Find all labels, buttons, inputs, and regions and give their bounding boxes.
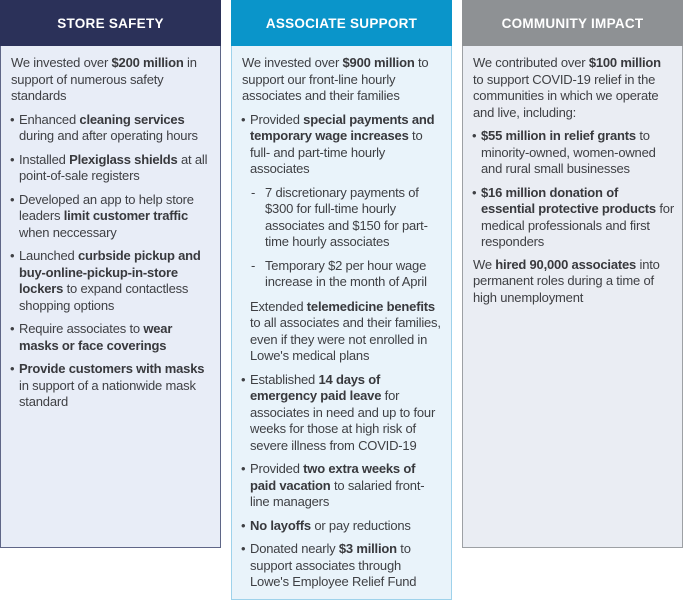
- bullet-marker: •: [10, 321, 15, 336]
- text-segment: in support of a nationwide mask standard: [19, 377, 196, 409]
- panel-header-store-safety: [0, 0, 221, 46]
- bullet-item: [11, 112, 212, 145]
- text-segment: $3 million: [338, 541, 397, 556]
- text-segment: telemedicine benefits: [306, 298, 435, 314]
- text-segment: Provided: [250, 461, 304, 476]
- text-segment: Established: [250, 371, 319, 387]
- text-segment: into permanent roles during a time of high unemployment: [473, 256, 660, 305]
- bullet-marker: •: [241, 541, 246, 556]
- bullet-item: [11, 361, 212, 411]
- text-segment: for associates in need and up to four weeks for those at high risk of severe illness from COVID-19: [250, 388, 436, 453]
- panel-body-store-safety: [0, 46, 221, 548]
- text-segment: limit customer traffic: [63, 208, 188, 223]
- text-segment: for medical professionals and first responders: [481, 201, 674, 249]
- text-segment: or pay reductions: [310, 517, 411, 533]
- bullet-marker: •: [241, 461, 246, 476]
- text-segment: to salaried front-line managers: [250, 477, 425, 509]
- bullet-item: [242, 518, 443, 535]
- bullet-item: [242, 112, 443, 178]
- paragraph: [473, 257, 674, 307]
- text-segment: to all associates and their families, even if they were not enrolled in Lowe's medical plans: [250, 315, 441, 363]
- panel-store-safety: [0, 0, 221, 548]
- text-segment: wear masks or face coverings: [19, 321, 173, 353]
- bullet-item: [473, 128, 674, 178]
- text-segment: two extra weeks of paid vacation: [250, 461, 416, 493]
- text-segment: Donated nearly: [250, 541, 339, 556]
- text-segment: $100 million: [588, 55, 661, 70]
- panel-header-community-impact: [462, 0, 683, 46]
- text-segment: Provide customers with masks: [19, 361, 205, 376]
- bullet-marker: •: [10, 111, 15, 127]
- panel-body-associate-support: [231, 46, 452, 600]
- text-segment: cleaning services: [79, 111, 185, 127]
- bullet-item: [242, 372, 443, 455]
- text-segment: to expand contactless shopping options: [19, 281, 189, 313]
- bullet-marker: •: [10, 361, 15, 376]
- panel-community-impact: [462, 0, 683, 548]
- text-segment: Plexiglass shields: [69, 151, 178, 167]
- bullet-marker: •: [241, 371, 246, 387]
- text-segment: to support associates through Lowe's Employee Relief Fund: [250, 541, 417, 589]
- dash-marker: -: [251, 257, 256, 273]
- paragraph: [473, 55, 674, 121]
- panel-header-associate-support: [231, 0, 452, 46]
- text-segment: We contributed over: [473, 55, 589, 70]
- paragraph: [242, 55, 443, 105]
- bullet-item: [242, 461, 443, 511]
- text-segment: We invested over: [242, 55, 343, 70]
- panel-body-community-impact: [462, 46, 683, 548]
- sub-bullet-item: [242, 185, 443, 251]
- text-segment: 7 discretionary payments of $300 for full-time hourly associates and $150 for part-time hourly associates: [265, 184, 428, 249]
- text-segment: when neccessary: [19, 224, 117, 240]
- text-segment: Provided: [250, 111, 304, 127]
- panel-title: COMMUNITY IMPACT: [501, 15, 644, 31]
- panel-associate-support: [231, 0, 452, 589]
- text-segment: Require associates to: [19, 321, 144, 336]
- text-segment: $16 million donation of essential protective products: [481, 184, 656, 216]
- bullet-item: [473, 185, 674, 251]
- text-segment: Temporary $2 per hour wage increase in the month of April: [265, 257, 427, 289]
- text-segment: to support our front-line hourly associates and their families: [242, 55, 429, 103]
- text-segment: Developed an app to help store leaders: [19, 191, 194, 223]
- text-segment: $900 million: [342, 55, 415, 70]
- text-segment: in support of numerous safety standards: [11, 55, 197, 103]
- text-segment: at all point-of-sale registers: [19, 151, 208, 183]
- bullet-marker: •: [10, 248, 15, 263]
- text-segment: $200 million: [111, 55, 184, 70]
- bullet-item: [11, 321, 212, 354]
- text-segment: to full- and part-time hourly associates: [250, 128, 423, 176]
- bullet-item: [11, 192, 212, 242]
- paragraph: [250, 299, 443, 365]
- text-segment: Launched: [19, 248, 78, 263]
- bullet-item: [11, 152, 212, 185]
- panel-title: STORE SAFETY: [57, 15, 164, 31]
- text-segment: $55 million in relief grants: [481, 128, 636, 143]
- bullet-marker: •: [241, 111, 246, 127]
- text-segment: during and after operating hours: [19, 128, 198, 143]
- paragraph: [11, 55, 212, 105]
- text-segment: No layoffs: [250, 517, 311, 533]
- bullet-marker: •: [472, 128, 477, 143]
- text-segment: to minority-owned, women-owned and rural small businesses: [481, 128, 656, 176]
- bullet-marker: •: [472, 184, 477, 200]
- sub-bullet-item: [242, 258, 443, 291]
- bullet-marker: •: [10, 151, 15, 167]
- text-segment: hired 90,000 associates: [495, 256, 637, 272]
- bullet-marker: •: [241, 517, 246, 533]
- text-segment: special payments and temporary wage increases: [250, 111, 435, 143]
- text-segment: to support COVID-19 relief in the communities in which we operate and live, including:: [473, 71, 659, 120]
- bullet-item: [11, 248, 212, 314]
- text-segment: Enhanced: [19, 111, 80, 127]
- text-segment: curbside pickup and buy-online-pickup-in-store lockers: [19, 248, 201, 296]
- panel-title: ASSOCIATE SUPPORT: [265, 15, 418, 31]
- text-segment: We: [473, 256, 496, 272]
- text-segment: We invested over: [11, 55, 112, 70]
- dash-marker: -: [251, 184, 256, 200]
- bullet-marker: •: [10, 191, 15, 207]
- text-segment: Extended: [250, 298, 307, 314]
- bullet-item: [242, 541, 443, 591]
- text-segment: 14 days of emergency paid leave: [250, 371, 382, 403]
- text-segment: Installed: [19, 151, 70, 167]
